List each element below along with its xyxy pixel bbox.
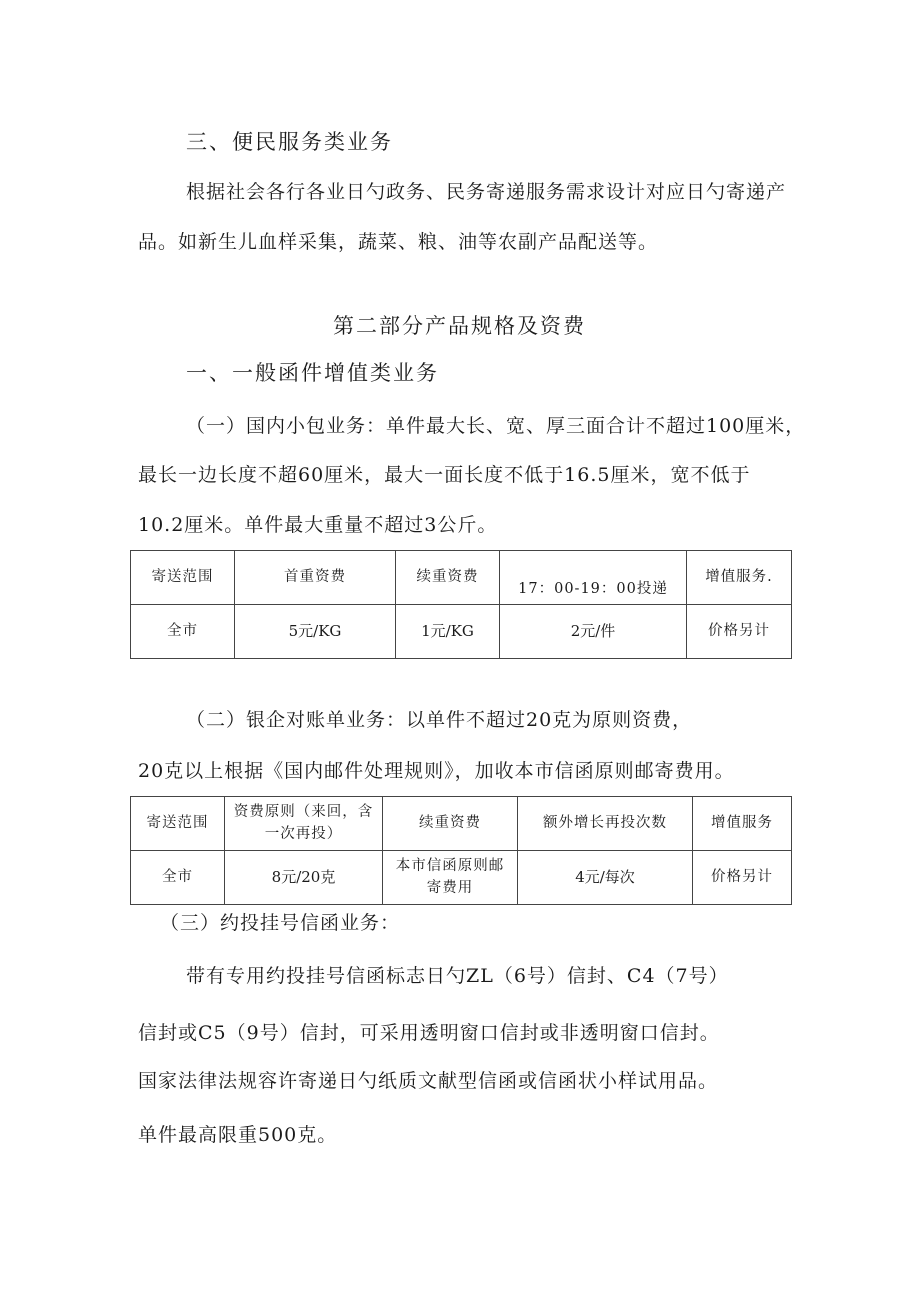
table-header-cell: 增值服务.	[687, 551, 792, 605]
paragraph-line: （一）国内小包业务：单件最大长、宽、厚三面合计不超过100厘米，	[186, 415, 806, 437]
table-header-cell: 额外增长再投次数	[518, 797, 693, 851]
tariff-table-2	[130, 796, 792, 905]
paragraph-line: 10.2厘米。单件最大重量不超过3公斤。	[138, 514, 498, 536]
part-title: 第二部分产品规格及资费	[333, 314, 586, 338]
table-cell: 1元/KG	[396, 605, 500, 659]
tariff-table-1	[130, 550, 792, 659]
table-cell: 2元/件	[500, 605, 687, 659]
paragraph-line: 20克以上根据《国内邮件处理规则》，加收本市信函原则邮寄费用。	[138, 760, 735, 782]
table-cell	[383, 851, 518, 905]
header-line: 一次再投）	[264, 825, 343, 842]
paragraph-line: （二）银企对账单业务：以单件不超过20克为原则资费，	[186, 709, 693, 731]
paragraph-line: 根据社会各行各业日勺政务、民务寄递服务需求设计对应日勺寄递产	[186, 181, 787, 203]
table-header-cell: 寄送范围	[131, 797, 225, 851]
table-cell: 全市	[131, 605, 235, 659]
section-heading: 一、一般函件增值类业务	[186, 361, 439, 385]
table-cell: 8元/20克	[225, 851, 383, 905]
paragraph-line: 品。如新生儿血样采集，蔬菜、粮、油等农副产品配送等。	[138, 231, 659, 253]
paragraph-line: 国家法律法规容许寄递日勺纸质文献型信函或信函状小样试用品。	[138, 1070, 719, 1092]
table-cell: 全市	[131, 851, 225, 905]
table-header-cell: 首重资费	[235, 551, 396, 605]
table-header-cell: 续重资费	[396, 551, 500, 605]
paragraph-line: 带有专用约投挂号信函标志日勺ZL（6号）信封、C4（7号）	[186, 965, 729, 987]
table-cell: 价格另计	[687, 605, 792, 659]
table-header-cell	[225, 797, 383, 851]
table-header-cell: 寄送范围	[131, 551, 235, 605]
section-heading: （三）约投挂号信函业务：	[160, 912, 401, 934]
table-header-cell: 17：00-19：00投递	[500, 551, 687, 605]
cell-line: 本市信函原则邮	[395, 858, 505, 875]
paragraph-line: 单件最高限重500克。	[138, 1124, 338, 1146]
table-cell: 4元/每次	[518, 851, 693, 905]
table-header-cell: 增值服务	[693, 797, 792, 851]
paragraph-line: 信封或C5（9号）信封，可采用透明窗口信封或非透明窗口信封。	[138, 1022, 720, 1044]
cell-line: 寄费用	[426, 879, 474, 896]
section-heading: 三、便民服务类业务	[186, 130, 393, 154]
header-line: 资费原则（来回，含	[233, 804, 374, 821]
table-cell: 5元/KG	[235, 605, 396, 659]
table-cell: 价格另计	[693, 851, 792, 905]
table-header-cell: 续重资费	[383, 797, 518, 851]
paragraph-line: 最长一边长度不超60厘米，最大一面长度不低于16.5厘米，宽不低于	[138, 464, 751, 486]
